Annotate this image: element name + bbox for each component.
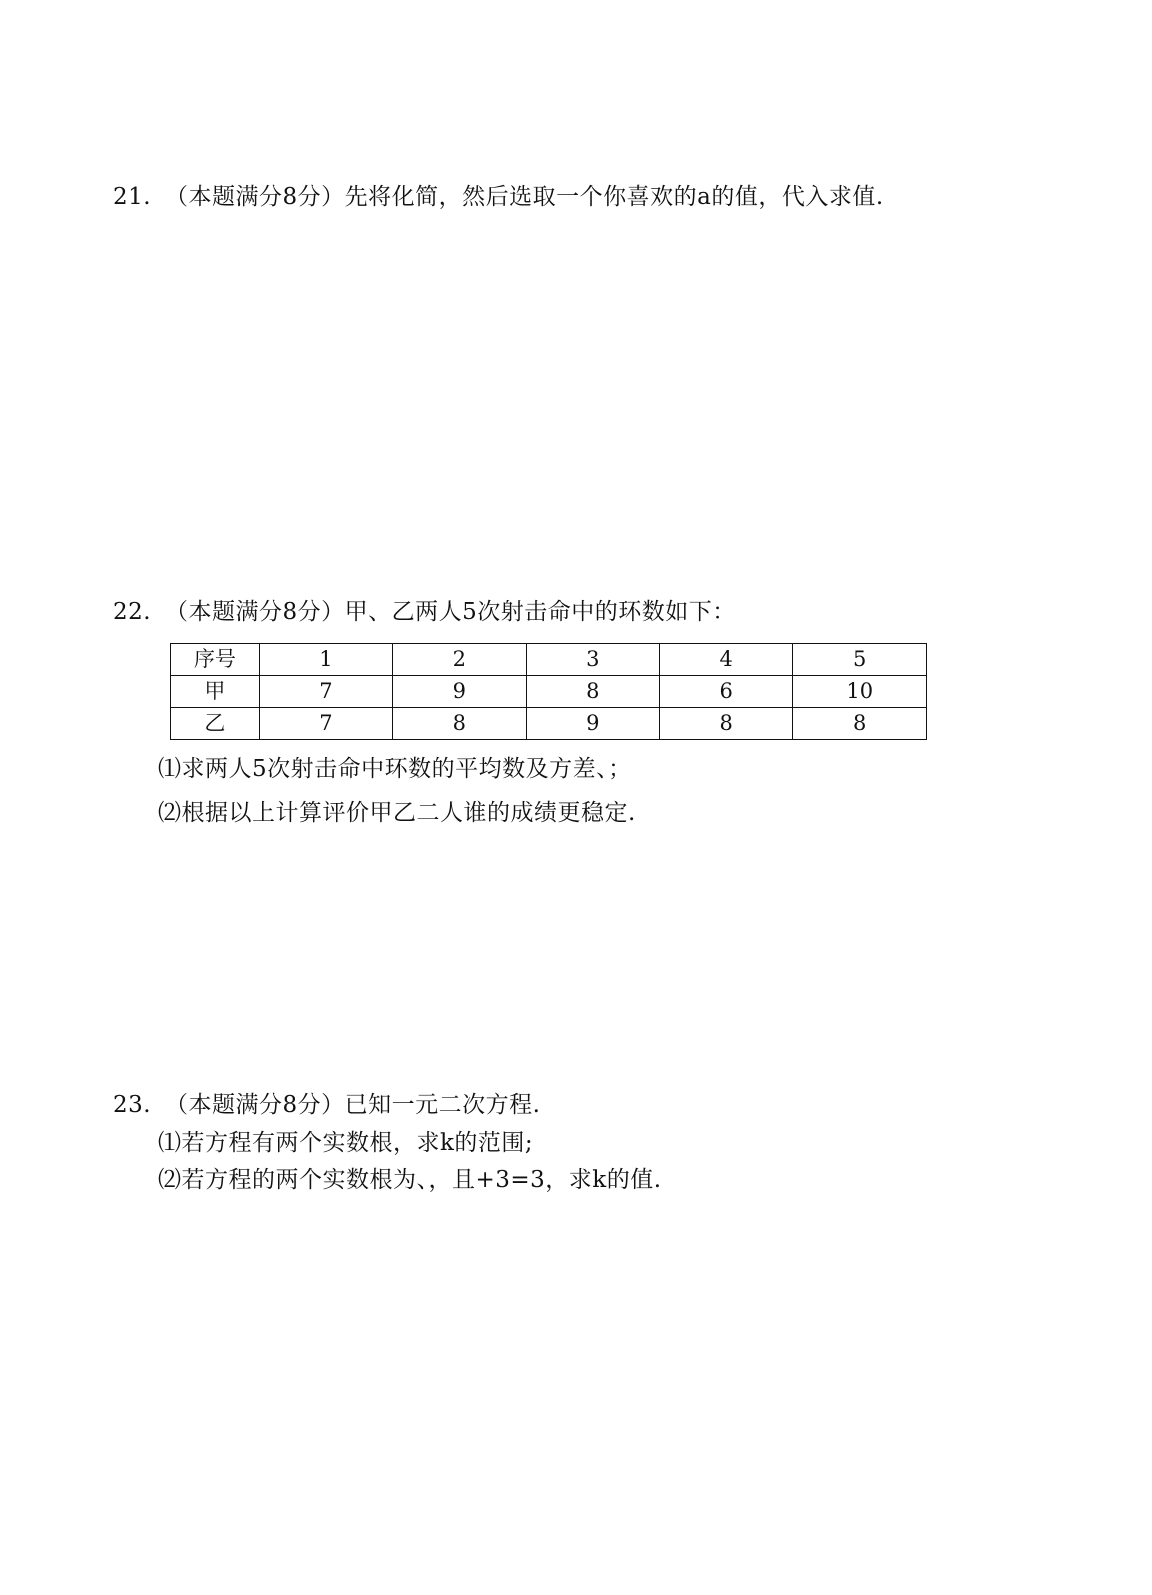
question-23 <box>113 1090 540 1120</box>
table-cell: 8 <box>793 708 927 740</box>
table-cell: 8 <box>526 676 659 708</box>
table-cell: 10 <box>793 676 927 708</box>
question-22-text: （本题满分8分）甲、乙两人5次射击命中的环数如下： <box>165 599 736 625</box>
table-header-cell: 3 <box>526 644 659 676</box>
table-header-cell: 2 <box>393 644 526 676</box>
question-21 <box>113 182 884 212</box>
table-cell: 6 <box>660 676 793 708</box>
question-22-number: 22. <box>113 599 152 625</box>
table-header-cell: 1 <box>259 644 392 676</box>
table-row <box>171 676 927 708</box>
question-22 <box>113 597 736 627</box>
table-header-row <box>171 644 927 676</box>
question-23-part-1: ⑴若方程有两个实数根，求k的范围; <box>158 1130 534 1156</box>
table-row <box>171 708 927 740</box>
table-header-cell: 5 <box>793 644 927 676</box>
question-23-number: 23. <box>113 1092 152 1118</box>
table-cell: 甲 <box>171 676 260 708</box>
table-cell: 9 <box>526 708 659 740</box>
question-23-part-2: ⑵若方程的两个实数根为、，且+3=3，求k的值. <box>158 1167 662 1193</box>
question-22-part-2: ⑵根据以上计算评价甲乙二人谁的成绩更稳定. <box>158 800 636 826</box>
question-23-text: （本题满分8分）已知一元二次方程. <box>165 1092 541 1118</box>
table-cell: 7 <box>259 676 392 708</box>
question-22-part-1: ⑴求两人5次射击命中环数的平均数及方差、； <box>158 756 632 782</box>
shooting-score-table <box>170 643 927 740</box>
table-cell: 7 <box>259 708 392 740</box>
question-21-text: （本题满分8分）先将化简，然后选取一个你喜欢的a的值，代入求值. <box>165 184 884 210</box>
table-cell: 9 <box>393 676 526 708</box>
question-21-number: 21. <box>113 184 152 210</box>
table-cell: 乙 <box>171 708 260 740</box>
table-cell: 8 <box>660 708 793 740</box>
table-cell: 8 <box>393 708 526 740</box>
table-header-cell: 4 <box>660 644 793 676</box>
table-header-cell: 序号 <box>171 644 260 676</box>
